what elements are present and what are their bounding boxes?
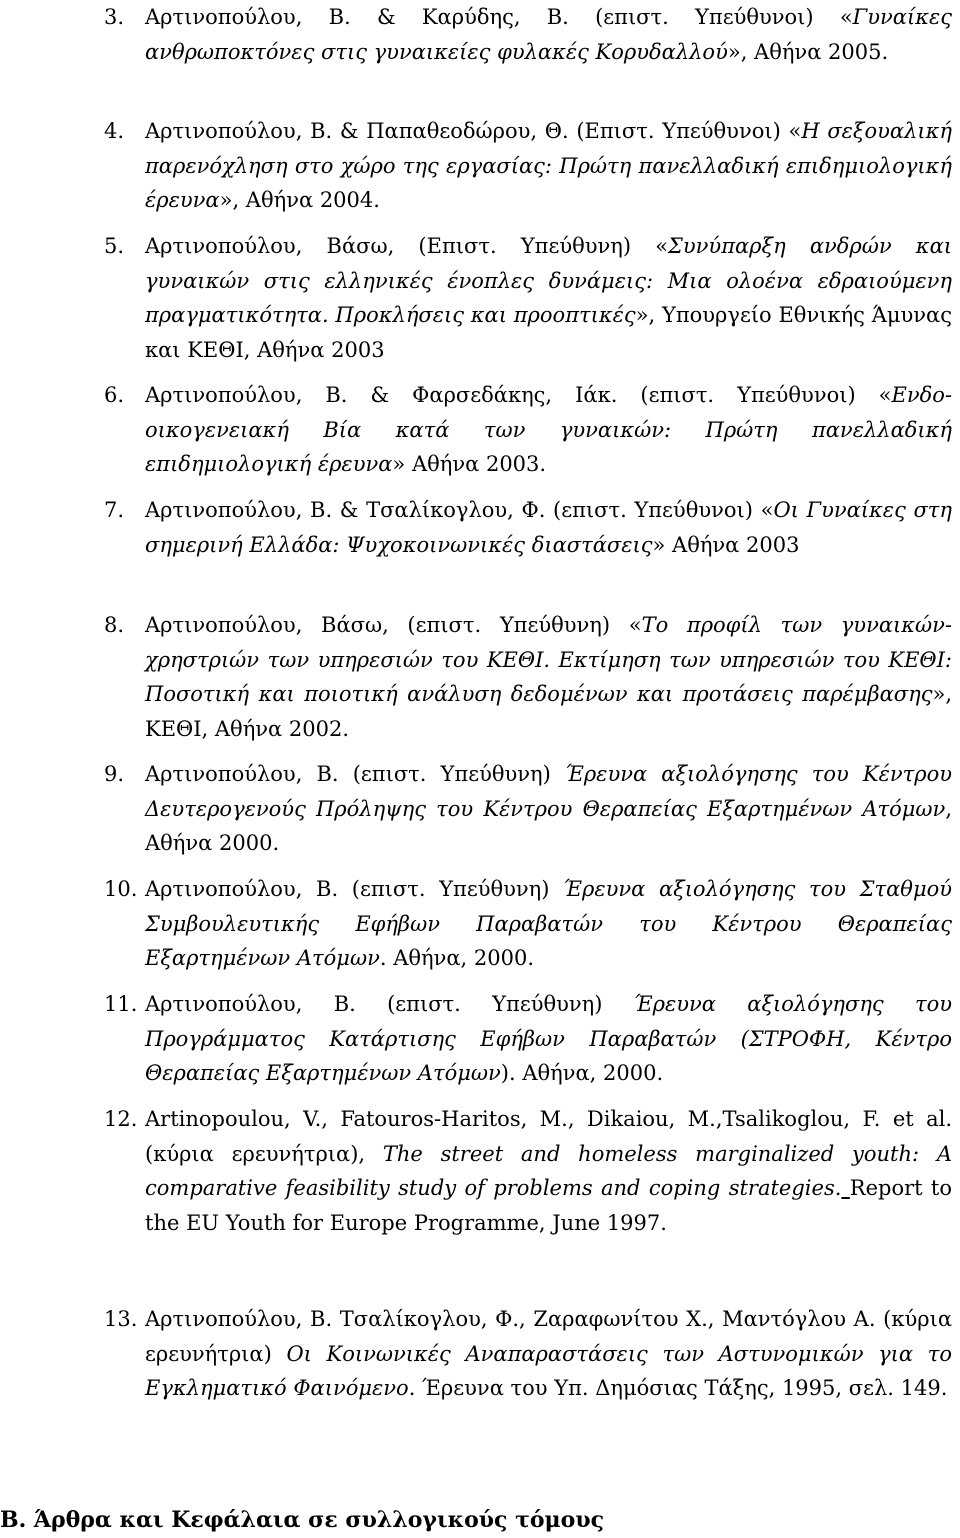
reference-segment: Αρτινοπούλου, Β. & Τσαλίκογλου, Φ. (επιστ. Υπεύθυνοι) « [145, 498, 774, 522]
reference-title: Γυναίκες ανθρωποκτόνες στις γυναικείες φυλακές Κορυδαλλού [145, 5, 952, 64]
reference-title: Ενδο-οικογενειακή Βία κατά των γυναικών: Πρώτη πανελλαδική επιδημιολογική έρευνα [145, 383, 952, 476]
reference-text [145, 987, 952, 1091]
reference-segment: », Αθήνα 2004. [219, 188, 380, 212]
section-heading: Β. Άρθρα και Κεφάλαια σε συλλογικούς τόμους [0, 1507, 604, 1533]
reference-number: 4. [104, 119, 125, 143]
reference-number: 8. [104, 613, 125, 637]
reference-segment: . Έρευνα του Υπ. Δημόσιας Τάξης, 1995, σελ. 149. [408, 1376, 948, 1400]
reference-segment: », Υπουργείο Εθνικής Άμυνας και ΚΕΘΙ, Αθήνα 2003 [145, 303, 952, 362]
reference-title: Συνύπαρξη ανδρών και γυναικών στις ελληνικές ένοπλες δυνάμεις: Μια ολοένα εδραιούμενη πραγματικότητα. Προκλήσεις και προοπτικές [145, 234, 952, 327]
reference-segment: », Αθήνα 2005. [727, 39, 889, 64]
reference-segment: Αρτινοπούλου, Β. (επιστ. Υπεύθυνη) [145, 762, 565, 786]
reference-text [145, 1302, 952, 1406]
reference-number: 10. [104, 877, 138, 901]
reference-title: Η σεξουαλική παρενόχληση στο χώρο της εργασίας: Πρώτη πανελλαδική επιδημιολογική έρευνα [145, 119, 952, 212]
reference-segment: ). Αθήνα, 2000. [500, 1061, 664, 1085]
reference-segment: Αρτινοπούλου, Βάσω, (Επιστ. Υπεύθυνη) « [145, 234, 669, 258]
reference-number: 13. [104, 1307, 138, 1331]
reference-segment: Αρτινοπούλου, Β. Τσαλίκογλου, Φ., Ζαραφωνίτου Χ., Μαντόγλου Α. (κύρια ερευνήτρια) [145, 1307, 952, 1366]
reference-number: 7. [104, 498, 125, 522]
reference-title: Οι Γυναίκες στη σημερινή Ελλάδα: Ψυχοκοινωνικές διαστάσεις [145, 498, 953, 557]
reference-segment: Αρτινοπούλου, Β. (επιστ. Υπεύθυνη) [145, 992, 634, 1016]
reference-text [145, 0, 952, 69]
reference-text [145, 493, 952, 562]
reference-title: Έρευνα αξιολόγησης του Σταθμού Συμβουλευτικής Εφήβων Παραβατών του Κέντρου Θεραπείας Εξαρτημένων Ατόμων [145, 877, 953, 970]
reference-number: 3. [104, 5, 125, 29]
reference-title: Οι Κοινωνικές Αναπαραστάσεις των Αστυνομικών για το Εγκληματικό Φαινόμενο [145, 1341, 953, 1400]
reference-number: 9. [104, 762, 125, 786]
reference-text [145, 229, 952, 367]
reference-title: Το προφίλ των γυναικών-χρηστριών των υπηρεσιών του ΚΕΘΙ. Εκτίμηση των υπηρεσιών του ΚΕΘΙ: Ποσοτική και ποιοτική ανάλυση δεδομένων και προτάσεις παρέμβασης [145, 613, 953, 706]
reference-title: Έρευνα αξιολόγησης του Κέντρου Δευτερογενούς Πρόληψης του Κέντρου Θεραπείας Εξαρτημένων Ατόμων [145, 762, 953, 821]
reference-segment: Αρτινοπούλου, Β. (επιστ. Υπεύθυνη) [145, 877, 564, 901]
reference-segment: » Αθήνα 2003 [652, 532, 800, 557]
reference-text [145, 757, 952, 861]
reference-segment: », ΚΕΘΙ, Αθήνα 2002. [145, 682, 952, 741]
reference-text [145, 378, 952, 482]
reference-segment: Αρτινοπούλου, Β. & Φαρσεδάκης, Ιάκ. (επιστ. Υπεύθυνοι) « [145, 383, 892, 407]
reference-segment: Αρτινοπούλου, Βάσω, (επιστ. Υπεύθυνη) « [145, 613, 642, 637]
reference-number: 5. [104, 234, 125, 258]
reference-text [145, 1102, 952, 1240]
reference-title: Έρευνα αξιολόγησης του Προγράμματος Κατάρτισης Εφήβων Παραβατών (ΣΤΡΟΦΗ, Κέντρο Θεραπείας Εξαρτημένων Ατόμων [145, 992, 952, 1085]
reference-number: 11. [104, 992, 138, 1016]
reference-segment: Artinopoulou, V., Fatouros-Haritos, M., Dikaiou, M.,Tsalikoglou, F. et al. (κύρια ερευνήτρια), [145, 1107, 952, 1166]
reference-number: 12. [104, 1107, 138, 1131]
reference-segment: . Αθήνα, 2000. [379, 946, 535, 970]
reference-segment: Αρτινοπούλου, Β. & Καρύδης, Β. (επιστ. Υπεύθυνοι) « [145, 5, 853, 29]
reference-segment: , Αθήνα 2000. [145, 796, 952, 855]
reference-text [145, 608, 952, 746]
reference-segment: » Αθήνα 2003. [392, 452, 547, 476]
reference-underline [841, 1176, 849, 1200]
reference-number: 6. [104, 383, 125, 407]
reference-segment: Αρτινοπούλου, Β. & Παπαθεοδώρου, Θ. (Επιστ. Υπεύθυνοι) « [145, 119, 802, 143]
reference-text [145, 872, 952, 976]
reference-text [145, 114, 952, 218]
reference-segment: Report to the EU Youth for Europe Programme, June 1997. [145, 1176, 952, 1235]
reference-title: The street and homeless marginalized youth: A comparative feasibility study of problems and coping strategies. [145, 1141, 952, 1200]
